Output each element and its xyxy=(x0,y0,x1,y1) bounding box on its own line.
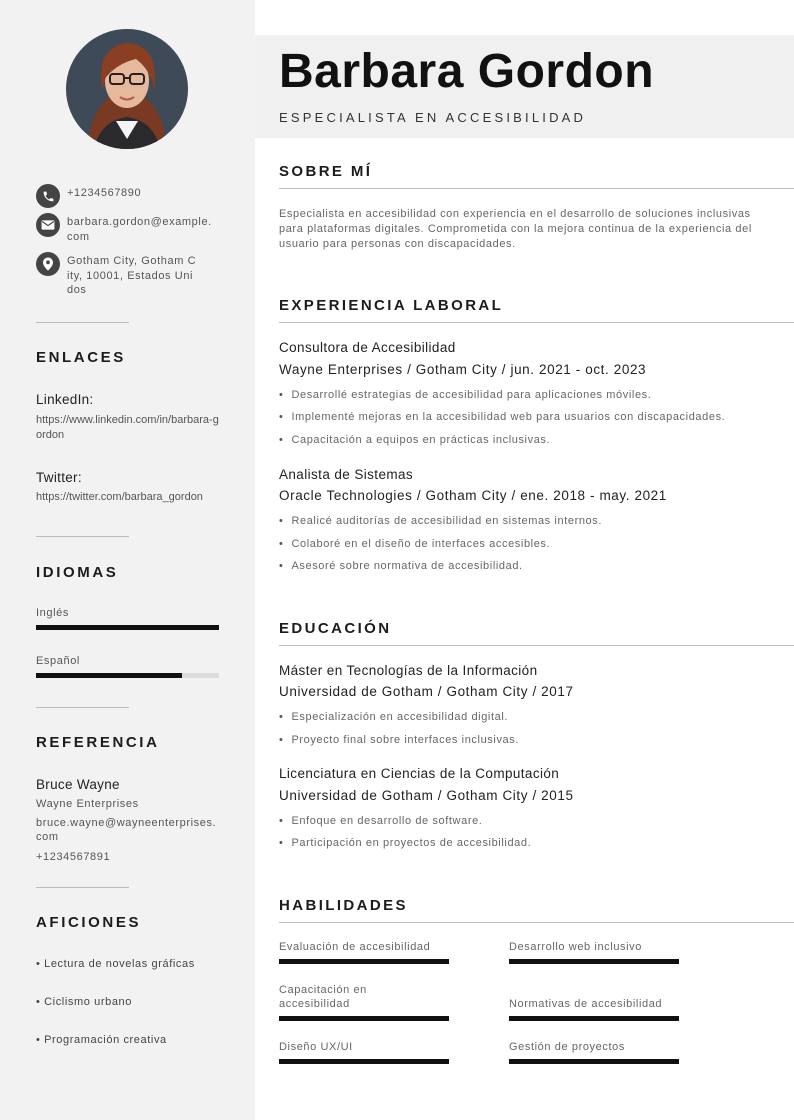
twitter-label: Twitter: xyxy=(36,470,82,485)
language-label: Español xyxy=(36,655,80,667)
education-title: Licenciatura en Ciencias de la Computación xyxy=(279,766,560,781)
job-bullet: • Capacitación a equipos en prácticas inclusivas. xyxy=(279,434,550,446)
skills-heading: HABILIDADES xyxy=(279,897,408,914)
hobby-item: • Ciclismo urbano xyxy=(36,996,132,1008)
reference-heading: REFERENCIA xyxy=(36,734,160,751)
linkedin-label: LinkedIn: xyxy=(36,392,94,407)
candidate-title: ESPECIALISTA EN ACCESIBILIDAD xyxy=(279,110,587,125)
about-heading: SOBRE MÍ xyxy=(279,163,373,180)
skill-level-bar xyxy=(509,959,679,964)
education-heading: EDUCACIÓN xyxy=(279,620,392,637)
reference-name: Bruce Wayne xyxy=(36,777,120,792)
education-title: Máster en Tecnologías de la Información xyxy=(279,663,538,678)
skill-label: Evaluación de accesibilidad xyxy=(279,941,431,953)
hobby-item: • Lectura de novelas gráficas xyxy=(36,958,195,970)
contact-email-text[interactable]: barbara.gordon@example.com xyxy=(67,216,212,243)
sidebar-divider xyxy=(36,322,129,323)
email-icon xyxy=(36,213,60,237)
profile-photo xyxy=(66,29,188,149)
contact-phone-text: +1234567890 xyxy=(67,187,142,199)
contact-address xyxy=(36,254,197,298)
skill-label: Normativas de accesibilidad xyxy=(509,998,663,1010)
reference-phone: +1234567891 xyxy=(36,851,111,863)
links-heading: ENLACES xyxy=(36,349,126,366)
education-org: Universidad de Gotham / Gotham City / 2015 xyxy=(279,788,574,803)
job-title: Analista de Sistemas xyxy=(279,467,414,482)
job-bullet: • Realicé auditorías de accesibilidad en sistemas internos. xyxy=(279,515,602,527)
phone-icon xyxy=(36,184,60,208)
skill-label: Capacitación en accesibilidad xyxy=(279,984,367,1010)
job-bullet: • Asesoré sobre normativa de accesibilidad. xyxy=(279,560,523,572)
hobby-item: • Programación creativa xyxy=(36,1034,167,1046)
experience-heading: EXPERIENCIA LABORAL xyxy=(279,297,504,314)
section-rule xyxy=(279,922,794,923)
education-org: Universidad de Gotham / Gotham City / 2017 xyxy=(279,684,574,699)
language-level-bar xyxy=(36,673,219,678)
contact-phone xyxy=(36,186,217,208)
about-text: Especialista en accesibilidad con experiencia en el desarrollo de soluciones inclusivas para plataformas digitales. Comprometida con la mejora continua de la experiencia del usuario para personas con discapacidades. xyxy=(279,208,752,250)
contact-address-text: Gotham City, Gotham City, 10001, Estados Unidos xyxy=(67,255,197,296)
job-org: Oracle Technologies / Gotham City / ene. 2018 - may. 2021 xyxy=(279,488,667,503)
twitter-url[interactable]: https://twitter.com/barbara_gordon xyxy=(36,491,203,503)
job-bullet: • Desarrollé estrategias de accesibilidad para aplicaciones móviles. xyxy=(279,389,651,401)
job-bullet: • Colaboré en el diseño de interfaces accesibles. xyxy=(279,538,550,550)
section-rule xyxy=(279,188,794,189)
reference-email[interactable]: bruce.wayne@wayneenterprises.com xyxy=(36,817,217,843)
sidebar-divider xyxy=(36,887,129,888)
education-bullet: • Especialización en accesibilidad digital. xyxy=(279,711,508,723)
section-rule xyxy=(279,322,794,323)
language-level-bar xyxy=(36,625,219,630)
candidate-name: Barbara Gordon xyxy=(279,45,655,98)
education-bullet: • Proyecto final sobre interfaces inclusivas. xyxy=(279,734,519,746)
linkedin-url[interactable]: https://www.linkedin.com/in/barbara-gordon xyxy=(36,414,219,441)
job-bullet: • Implementé mejoras en la accesibilidad web para usuarios con discapacidades. xyxy=(279,411,725,423)
skill-label: Desarrollo web inclusivo xyxy=(509,941,643,953)
skill-level-bar xyxy=(279,959,449,964)
sidebar-divider xyxy=(36,707,129,708)
skill-label: Gestión de proyectos xyxy=(509,1041,625,1053)
location-pin-icon xyxy=(36,252,60,276)
sidebar-divider xyxy=(36,536,129,537)
job-title: Consultora de Accesibilidad xyxy=(279,340,456,355)
sidebar xyxy=(0,0,255,1120)
contact-email xyxy=(36,215,217,244)
languages-heading: IDIOMAS xyxy=(36,564,119,581)
section-rule xyxy=(279,645,794,646)
hobbies-heading: AFICIONES xyxy=(36,914,142,931)
skill-level-bar xyxy=(509,1059,679,1064)
language-label: Inglés xyxy=(36,607,69,619)
job-org: Wayne Enterprises / Gotham City / jun. 2021 - oct. 2023 xyxy=(279,362,647,377)
skill-level-bar xyxy=(509,1016,679,1021)
education-bullet: • Participación en proyectos de accesibilidad. xyxy=(279,837,531,849)
skill-label: Diseño UX/UI xyxy=(279,1041,353,1053)
reference-company: Wayne Enterprises xyxy=(36,798,139,810)
skill-level-bar xyxy=(279,1016,449,1021)
education-bullet: • Enfoque en desarrollo de software. xyxy=(279,815,482,827)
skill-level-bar xyxy=(279,1059,449,1064)
